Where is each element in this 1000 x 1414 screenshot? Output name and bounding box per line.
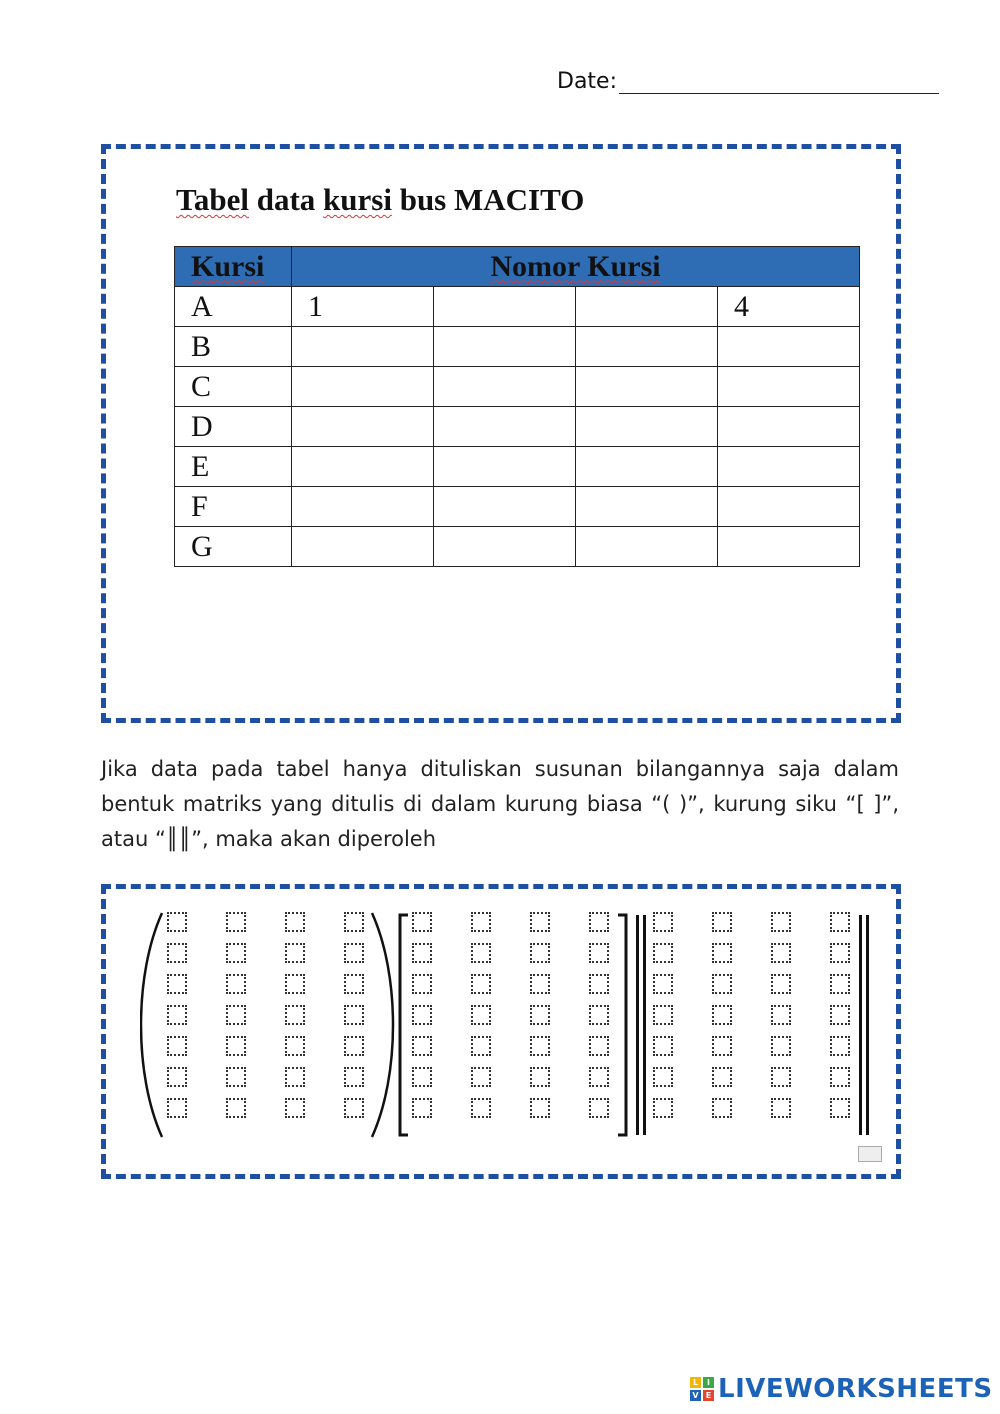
matrix-answer-box[interactable] (589, 974, 609, 994)
matrix-answer-box[interactable] (653, 943, 673, 963)
row-label: F (175, 487, 292, 527)
matrix-answer-box[interactable] (285, 1098, 305, 1118)
seat-number-cell (292, 407, 434, 447)
matrix-answer-box[interactable] (226, 974, 246, 994)
seat-number-cell (718, 447, 860, 487)
matrix-answer-box[interactable] (530, 943, 550, 963)
matrix-answer-box[interactable] (285, 1036, 305, 1056)
matrix-answer-box[interactable] (589, 912, 609, 932)
header-seat-number: Nomor Kursi (292, 247, 860, 287)
date-label: Date: (557, 69, 617, 94)
table-header-row (175, 247, 860, 287)
seat-number-cell (718, 327, 860, 367)
matrix-answer-box[interactable] (530, 1067, 550, 1087)
matrix-answer-box[interactable] (412, 1036, 432, 1056)
table-row (175, 407, 860, 447)
double-bar-matrix (653, 912, 854, 1118)
matrix-answer-box[interactable] (712, 1067, 732, 1087)
matrix-answer-box[interactable] (830, 943, 850, 963)
seat-number-cell (434, 407, 576, 447)
matrix-answer-box[interactable] (589, 1067, 609, 1087)
seat-number-cell (434, 447, 576, 487)
seat-number-cell (576, 327, 718, 367)
matrix-answer-box[interactable] (771, 912, 791, 932)
matrix-answer-box[interactable] (285, 912, 305, 932)
matrix-answer-box[interactable] (589, 1098, 609, 1118)
matrix-answer-box[interactable] (285, 1005, 305, 1025)
matrix-answer-box[interactable] (830, 912, 850, 932)
matrix-answer-box[interactable] (412, 912, 432, 932)
matrix-answer-box[interactable] (285, 974, 305, 994)
seat-number-cell (434, 527, 576, 567)
seat-number-cell (718, 487, 860, 527)
matrix-answer-box[interactable] (167, 912, 187, 932)
matrix-answer-box[interactable] (653, 1067, 673, 1087)
seat-number-cell (576, 367, 718, 407)
table-row (175, 447, 860, 487)
matrix-answer-box[interactable] (830, 1098, 850, 1118)
matrix-answer-box[interactable] (530, 912, 550, 932)
double-bar-right-1 (859, 915, 862, 1135)
matrix-answer-box[interactable] (771, 943, 791, 963)
matrix-answer-box[interactable] (712, 912, 732, 932)
date-field (557, 63, 939, 94)
matrix-answer-box[interactable] (830, 974, 850, 994)
instruction-text: Jika data pada tabel hanya dituliskan susunan bilangannya saja dalam bentuk matriks yang ditulis di dalam kurung biasa “( )”, kurung siku “[ ]”, atau “║║”, maka akan diperoleh (101, 757, 899, 851)
header-seat: Kursi (175, 247, 292, 287)
seat-number-cell (718, 367, 860, 407)
seat-number-cell (576, 527, 718, 567)
matrix-answer-box[interactable] (167, 974, 187, 994)
matrix-answer-box[interactable] (412, 1067, 432, 1087)
seat-table (174, 246, 860, 567)
seat-number-cell (434, 487, 576, 527)
row-label: E (175, 447, 292, 487)
matrix-answer-box[interactable] (167, 1005, 187, 1025)
parentheses-matrix (167, 912, 368, 1118)
matrix-answer-box[interactable] (830, 1036, 850, 1056)
matrix-answer-box[interactable] (344, 1036, 364, 1056)
table-row (175, 367, 860, 407)
matrix-answer-box[interactable] (344, 912, 364, 932)
square-bracket-matrix (412, 912, 613, 1118)
seat-number-cell (576, 487, 718, 527)
matrix-answer-box[interactable] (167, 943, 187, 963)
matrix-answer-box[interactable] (226, 1067, 246, 1087)
matrix-answer-box[interactable] (167, 1098, 187, 1118)
matrix-answer-box[interactable] (412, 1005, 432, 1025)
matrix-answer-box[interactable] (589, 1005, 609, 1025)
brand-mark-icon: L I V E (690, 1377, 714, 1401)
seat-number-cell (292, 367, 434, 407)
matrix-answer-box[interactable] (771, 1036, 791, 1056)
matrix-answer-box[interactable] (226, 943, 246, 963)
matrix-answer-box[interactable] (226, 1036, 246, 1056)
matrix-answer-box[interactable] (712, 1098, 732, 1118)
row-label: G (175, 527, 292, 567)
matrix-answer-box[interactable] (412, 974, 432, 994)
resize-icon (858, 1146, 882, 1162)
matrix-answer-box[interactable] (530, 1005, 550, 1025)
matrix-answer-box[interactable] (589, 943, 609, 963)
seat-number-cell (292, 447, 434, 487)
matrix-answer-box[interactable] (344, 1098, 364, 1118)
matrix-answer-box[interactable] (530, 1036, 550, 1056)
seat-number-cell (718, 407, 860, 447)
matrix-answer-box[interactable] (471, 1005, 491, 1025)
seat-number-cell (434, 327, 576, 367)
matrix-answer-box[interactable] (344, 1005, 364, 1025)
brand-logo (690, 1374, 993, 1404)
matrix-answer-box[interactable] (285, 1067, 305, 1087)
matrix-answer-box[interactable] (712, 1036, 732, 1056)
matrix-answer-box[interactable] (471, 1067, 491, 1087)
seat-number-cell (292, 527, 434, 567)
matrix-answer-box[interactable] (471, 1098, 491, 1118)
matrix-answer-box[interactable] (471, 912, 491, 932)
matrix-answer-box[interactable] (653, 1098, 673, 1118)
seat-number-cell (576, 447, 718, 487)
matrix-answer-box[interactable] (412, 1098, 432, 1118)
matrix-answer-box[interactable] (771, 1067, 791, 1087)
double-bar-left-2 (643, 915, 646, 1135)
matrix-answer-box[interactable] (412, 943, 432, 963)
matrix-answer-box[interactable] (712, 974, 732, 994)
matrix-answer-box[interactable] (712, 1005, 732, 1025)
matrix-answer-box[interactable] (471, 974, 491, 994)
matrix-answer-box[interactable] (653, 1036, 673, 1056)
double-bar-right-2 (866, 915, 869, 1135)
seat-number-cell (434, 367, 576, 407)
seat-number-cell: 1 (292, 287, 434, 327)
matrix-answer-box[interactable] (830, 1005, 850, 1025)
matrix-answer-box[interactable] (653, 912, 673, 932)
table-row (175, 327, 860, 367)
matrix-answer-box[interactable] (771, 1005, 791, 1025)
brand-name: LIVEWORKSHEETS (718, 1374, 993, 1404)
matrix-answer-box[interactable] (167, 1067, 187, 1087)
seat-number-cell (718, 527, 860, 567)
matrix-answer-box[interactable] (771, 974, 791, 994)
matrix-answer-box[interactable] (653, 974, 673, 994)
matrix-answer-box[interactable] (712, 943, 732, 963)
matrix-answer-box[interactable] (226, 1005, 246, 1025)
matrix-answer-box[interactable] (344, 974, 364, 994)
matrix-answer-box[interactable] (771, 1098, 791, 1118)
seat-number-cell (576, 287, 718, 327)
seat-number-cell (434, 287, 576, 327)
matrix-answer-box[interactable] (344, 943, 364, 963)
matrix-answer-box[interactable] (285, 943, 305, 963)
seat-number-cell (292, 487, 434, 527)
matrix-answer-box[interactable] (226, 1098, 246, 1118)
row-label: A (175, 287, 292, 327)
seat-number-cell (576, 407, 718, 447)
matrix-answer-box[interactable] (589, 1036, 609, 1056)
matrix-answer-box[interactable] (471, 1036, 491, 1056)
row-label: D (175, 407, 292, 447)
double-bar-left-1 (636, 915, 639, 1135)
matrix-answer-box[interactable] (530, 1098, 550, 1118)
matrix-answer-box[interactable] (653, 1005, 673, 1025)
row-label: B (175, 327, 292, 367)
matrix-answer-box[interactable] (226, 912, 246, 932)
seat-number-cell (292, 327, 434, 367)
matrix-answer-box[interactable] (830, 1067, 850, 1087)
table-row (175, 487, 860, 527)
matrix-answer-box[interactable] (471, 943, 491, 963)
date-input-line[interactable] (619, 63, 939, 94)
seat-number-cell: 4 (718, 287, 860, 327)
row-label: C (175, 367, 292, 407)
table-row (175, 527, 860, 567)
matrix-answer-box[interactable] (530, 974, 550, 994)
matrix-answer-box[interactable] (167, 1036, 187, 1056)
table-title: Tabel data kursi bus MACITO (176, 182, 585, 217)
matrix-answer-box[interactable] (344, 1067, 364, 1087)
table-row (175, 287, 860, 327)
